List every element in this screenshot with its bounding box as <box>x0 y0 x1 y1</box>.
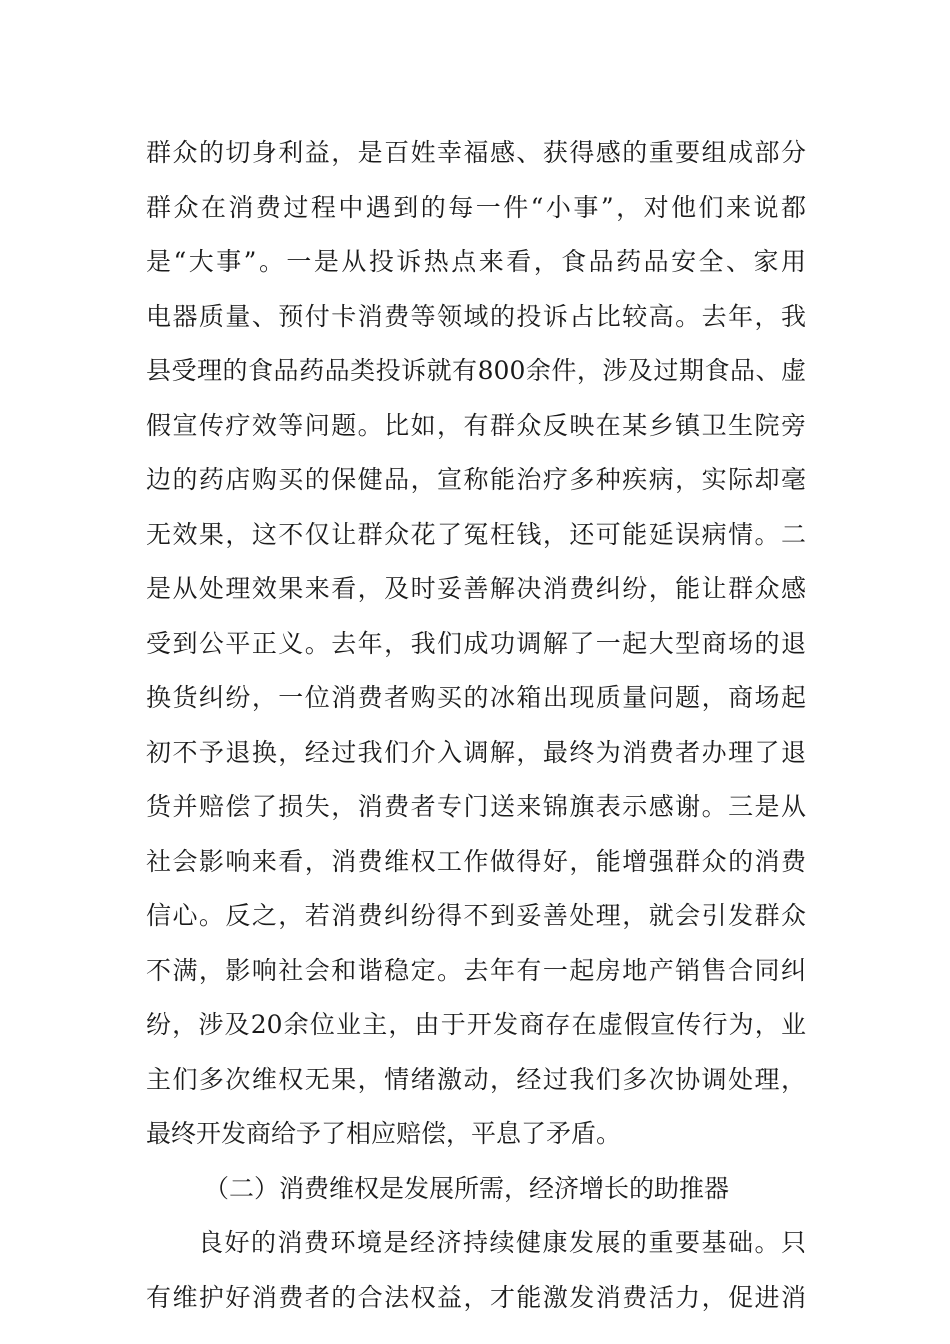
text-line: 初不予退换，经过我们介入调解，最终为消费者办理了退 <box>146 737 806 767</box>
text-line: 最终开发商给予了相应赔偿，平息了矛盾。 <box>146 1119 622 1148</box>
text-line: 假宣传疗效等问题。比如，有群众反映在某乡镇卫生院旁 <box>146 410 806 440</box>
text-line: 边的药店购买的保健品，宣称能治疗多种疾病，实际却毫 <box>146 465 806 494</box>
text-line: 社会影响来看，消费维权工作做得好，能增强群众的消费 <box>146 846 806 876</box>
text-line: 有维护好消费者的合法权益，才能激发消费活力，促进消 <box>146 1282 806 1312</box>
text-line: 是从处理效果来看，及时妥善解决消费纠纷，能让群众感 <box>146 574 806 603</box>
text-line: 良好的消费环境是经济持续健康发展的重要基础。只 <box>198 1228 806 1257</box>
text-line: 主们多次维权无果，情绪激动，经过我们多次协调处理， <box>146 1064 806 1094</box>
section-heading: （二）消费维权是发展所需，经济增长的助推器 <box>204 1173 730 1203</box>
text-line: 无效果，这不仅让群众花了冤枉钱，还可能延误病情。二 <box>146 519 806 549</box>
text-line: 信心。反之，若消费纠纷得不到妥善处理，就会引发群众 <box>146 901 806 930</box>
text-line: 电器质量、预付卡消费等领域的投诉占比较高。去年，我 <box>146 301 806 331</box>
text-line: 货并赔偿了损失，消费者专门送来锦旗表示感谢。三是从 <box>146 792 806 821</box>
text-line: 纷，涉及20余位业主，由于开发商存在虚假宣传行为，业 <box>146 1010 806 1039</box>
text-line: 受到公平正义。去年，我们成功调解了一起大型商场的退 <box>146 628 806 658</box>
text-line: 群众的切身利益，是百姓幸福感、获得感的重要组成部分 <box>146 138 806 167</box>
text-line: 群众在消费过程中遇到的每一件“小事”，对他们来说都 <box>146 192 806 222</box>
text-line: 不满，影响社会和谐稳定。去年有一起房地产销售合同纠 <box>146 955 806 985</box>
text-line: 县受理的食品药品类投诉就有800余件，涉及过期食品、虚 <box>146 356 806 385</box>
document-body <box>146 126 806 1325</box>
text-line: 是“大事”。一是从投诉热点来看，食品药品安全、家用 <box>146 247 806 276</box>
text-line: 换货纠纷，一位消费者购买的冰箱出现质量问题，商场起 <box>146 683 806 712</box>
